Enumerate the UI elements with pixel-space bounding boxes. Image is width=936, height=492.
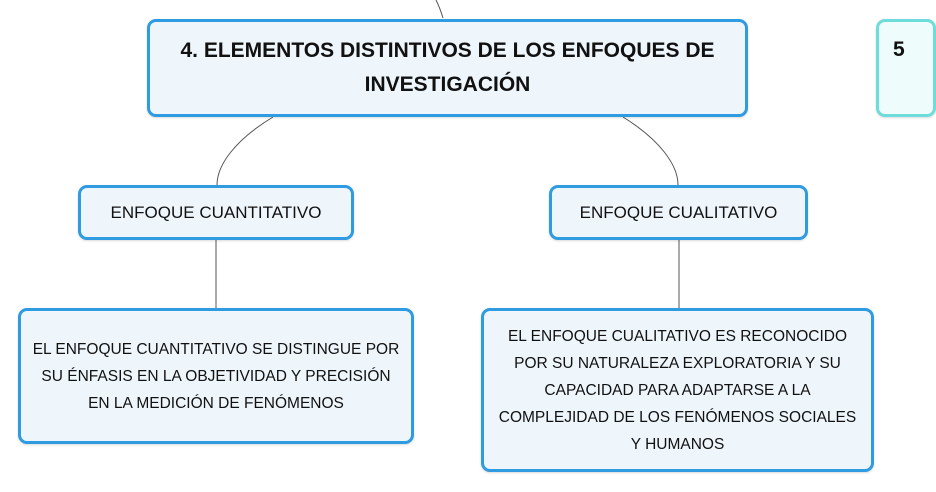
connector-main-to-quant — [217, 117, 273, 185]
subtopic-qualitative-node[interactable] — [549, 185, 808, 240]
subtopic-quantitative-node[interactable] — [78, 185, 354, 240]
main-topic-node[interactable] — [147, 19, 748, 117]
main-topic-title: 4. ELEMENTOS DISTINTIVOS DE LOS ENFOQUES DE INVESTIGACIÓN — [180, 39, 715, 96]
connector-main-to-qual — [623, 117, 678, 185]
qualitative-description-node[interactable] — [481, 308, 874, 472]
next-topic-fragment: 5 — [893, 38, 905, 61]
next-topic-node-partial[interactable] — [876, 19, 936, 117]
subtopic-qualitative-label: ENFOQUE CUALITATIVO — [579, 202, 778, 222]
connector-incoming — [436, 0, 443, 18]
qualitative-description-text: EL ENFOQUE CUALITATIVO ES RECONOCIDO POR SU NATURALEZA EXPLORATORIA Y SU CAPACIDAD PARA ADAPTARSE A LA COMPLEJIDAD DE LOS FENÓMENOS SOCIALES Y HUMANOS — [498, 327, 857, 453]
quantitative-description-text: EL ENFOQUE CUANTITATIVO SE DISTINGUE POR SU ÉNFASIS EN LA OBJETIVIDAD Y PRECISIÓN EN LA MEDICIÓN DE FENÓMENOS — [32, 340, 400, 412]
quantitative-description-node[interactable] — [18, 308, 414, 444]
subtopic-quantitative-label: ENFOQUE CUANTITATIVO — [110, 202, 322, 222]
